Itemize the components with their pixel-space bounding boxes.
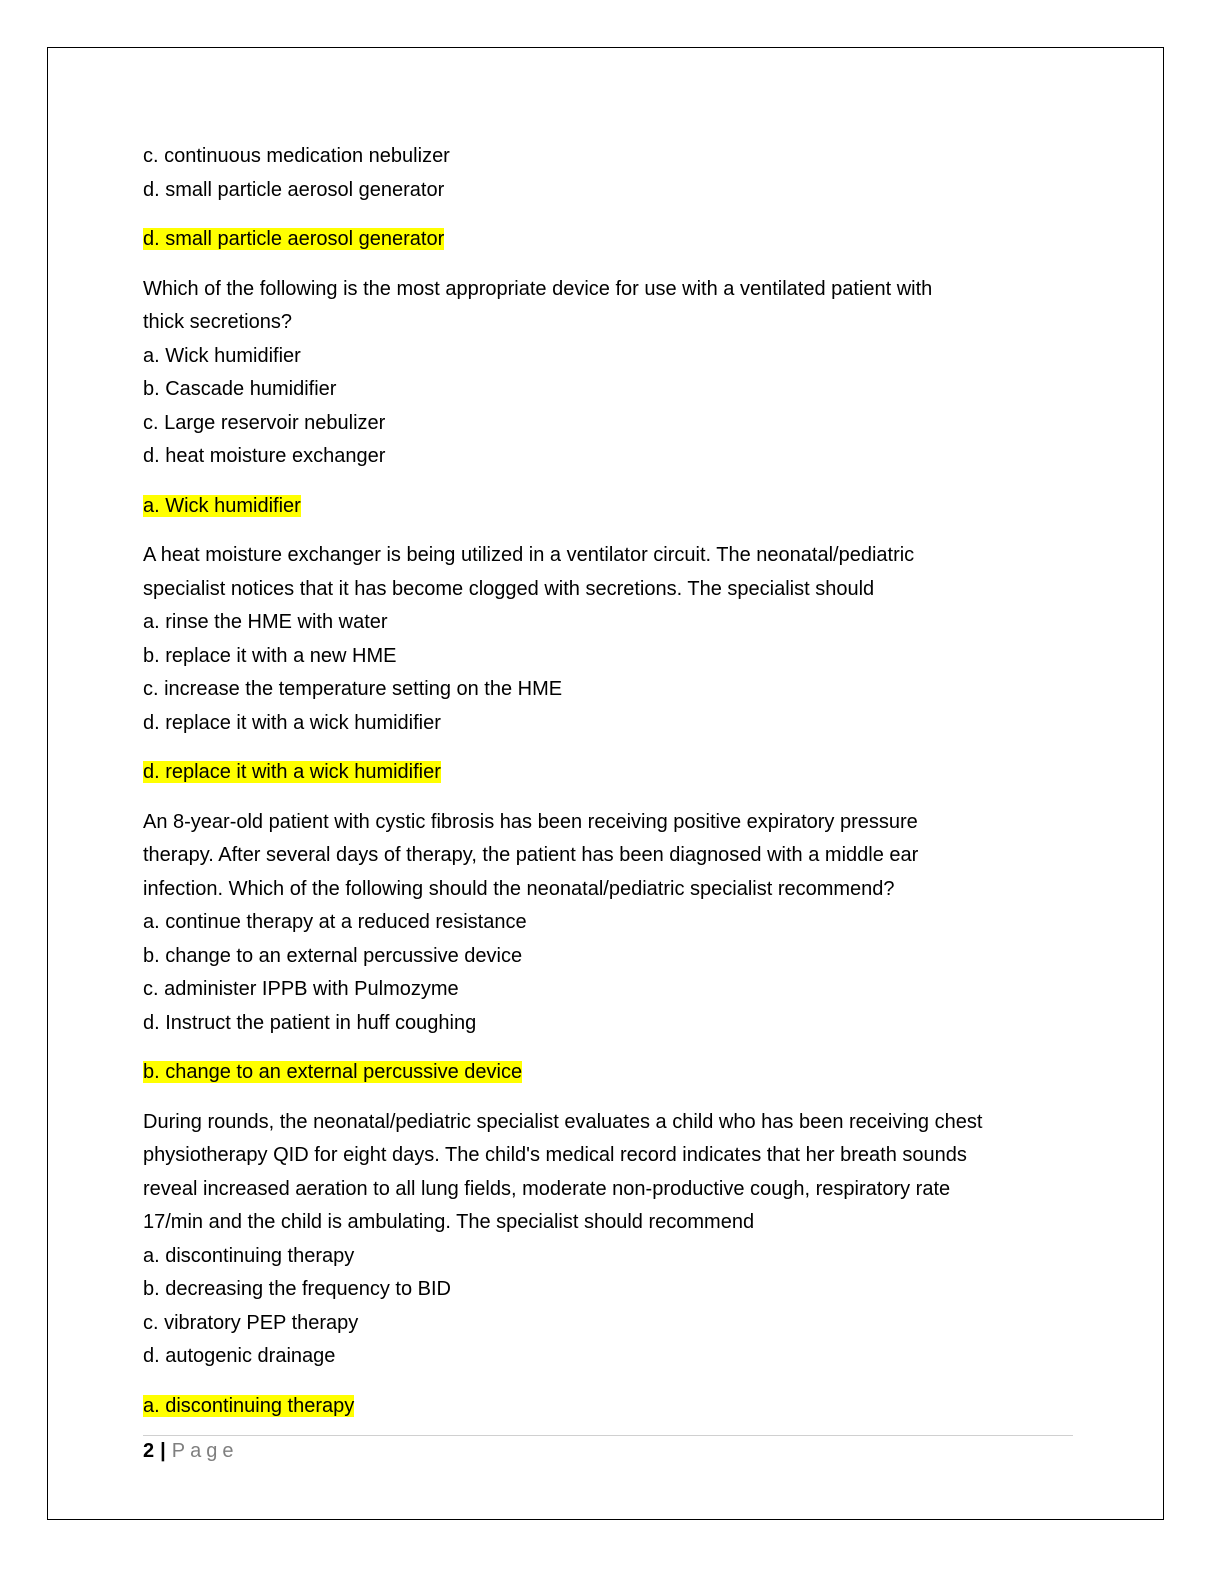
footer-separator: | — [160, 1440, 166, 1462]
highlighted-answer: d. replace it with a wick humidifier — [143, 761, 441, 783]
option: d. replace it with a wick humidifier — [143, 711, 441, 734]
option: c. Large reservoir nebulizer — [143, 411, 386, 434]
option: d. heat moisture exchanger — [143, 445, 386, 467]
option: d. Instruct the patient in huff coughing — [143, 1011, 477, 1034]
question-text: During rounds, the neonatal/pediatric specialist evaluates a child who has been receiving chest — [143, 1110, 983, 1133]
question-block — [143, 140, 1078, 273]
option: c. continuous medication nebulizer — [143, 145, 450, 167]
document-body — [143, 140, 1078, 1423]
question-text: thick secretions? — [143, 311, 292, 333]
option: c. administer IPPB with Pulmozyme — [143, 978, 459, 1000]
question-text: therapy. After several days of therapy, the patient has been diagnosed with a middle ear — [143, 844, 919, 866]
option: c. increase the temperature setting on the HME — [143, 678, 563, 700]
highlighted-answer: a. discontinuing therapy — [143, 1394, 355, 1417]
question-text: physiotherapy QID for eight days. The child's medical record indicates that her breath sounds — [143, 1144, 967, 1166]
question-text: infection. Which of the following should the neonatal/pediatric specialist recommend? — [143, 877, 895, 900]
question-text: A heat moisture exchanger is being utilized in a ventilator circuit. The neonatal/pediatric — [143, 544, 915, 566]
option: a. discontinuing therapy — [143, 1244, 355, 1267]
question-text: 17/min and the child is ambulating. The specialist should recommend — [143, 1211, 755, 1233]
page-number: 2 — [143, 1440, 155, 1462]
question-text: An 8-year-old patient with cystic fibrosis has been receiving positive expiratory pressure — [143, 810, 918, 833]
footer-divider — [143, 1435, 1073, 1436]
page-label: Page — [171, 1440, 239, 1462]
option: a. rinse the HME with water — [143, 611, 388, 633]
question-text: specialist notices that it has become clogged with secretions. The specialist should — [143, 577, 875, 600]
option: b. decreasing the frequency to BID — [143, 1278, 451, 1300]
question-text: reveal increased aeration to all lung fields, moderate non-productive cough, respiratory rate — [143, 1177, 951, 1200]
option: a. Wick humidifier — [143, 344, 301, 367]
question-block — [143, 1106, 1078, 1424]
option: a. continue therapy at a reduced resistance — [143, 911, 527, 933]
option: d. autogenic drainage — [143, 1345, 336, 1367]
question-text: Which of the following is the most appropriate device for use with a ventilated patient with — [143, 277, 933, 300]
page-footer — [143, 1440, 238, 1463]
option: b. replace it with a new HME — [143, 644, 397, 667]
question-block — [143, 806, 1078, 1106]
question-block — [143, 539, 1078, 806]
question-block — [143, 273, 1078, 540]
highlighted-answer: b. change to an external percussive device — [143, 1061, 523, 1083]
option: c. vibratory PEP therapy — [143, 1311, 359, 1334]
option: d. small particle aerosol generator — [143, 178, 445, 201]
option: b. Cascade humidifier — [143, 378, 337, 400]
highlighted-answer: d. small particle aerosol generator — [143, 228, 445, 250]
option: b. change to an external percussive device — [143, 944, 523, 967]
highlighted-answer: a. Wick humidifier — [143, 494, 301, 517]
